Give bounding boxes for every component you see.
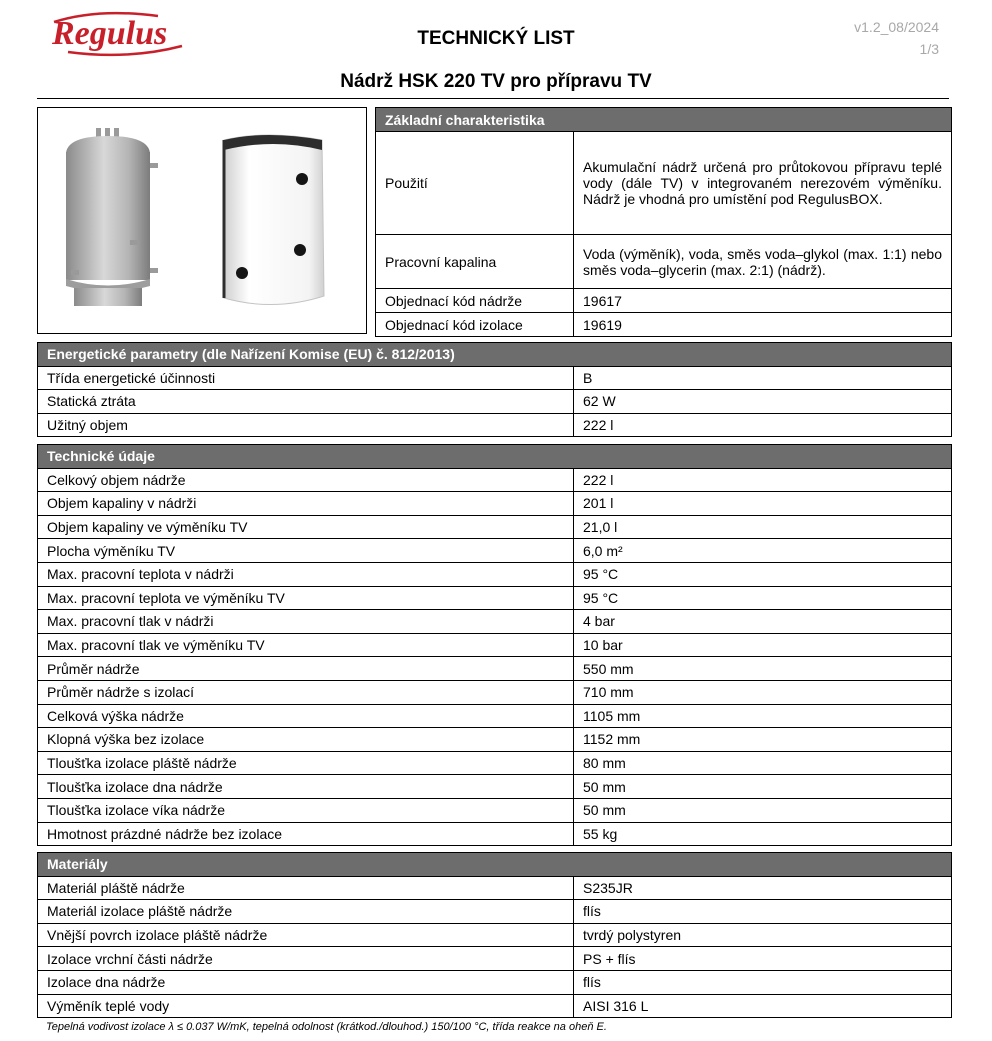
table-row: [38, 947, 952, 971]
row-label: Objednací kód izolace: [376, 313, 574, 337]
energy-heading: Energetické parametry (dle Nařízení Komise (EU) č. 812/2013): [38, 343, 952, 367]
table-row: [38, 680, 952, 704]
row-value: 95 °C: [574, 586, 952, 610]
row-value: 62 W: [574, 390, 952, 414]
table-row: [38, 751, 952, 775]
row-label: Klopná výška bez izolace: [38, 728, 574, 752]
product-photos: [37, 107, 367, 334]
table-row: [38, 413, 952, 437]
row-label: Tloušťka izolace pláště nádrže: [38, 751, 574, 775]
row-value: 6,0 m²: [574, 539, 952, 563]
row-label: Objednací kód nádrže: [376, 289, 574, 313]
row-label: Celkový objem nádrže: [38, 468, 574, 492]
table-row: [38, 515, 952, 539]
row-label: Tloušťka izolace víka nádrže: [38, 798, 574, 822]
table-row: [38, 492, 952, 516]
table-row: [38, 586, 952, 610]
row-value: flís: [574, 900, 952, 924]
row-label: Výměník teplé vody: [38, 994, 574, 1018]
row-label: Vnější povrch izolace pláště nádrže: [38, 923, 574, 947]
row-value: 50 mm: [574, 775, 952, 799]
energy-table: [37, 342, 952, 437]
row-label: Max. pracovní tlak v nádrži: [38, 610, 574, 634]
row-value: 50 mm: [574, 798, 952, 822]
table-row: [38, 994, 952, 1018]
row-label: Objem kapaliny ve výměníku TV: [38, 515, 574, 539]
version-number: v1.2_08/2024: [854, 19, 939, 35]
row-value: 10 bar: [574, 633, 952, 657]
table-row: [376, 132, 952, 235]
row-label: Materiál izolace pláště nádrže: [38, 900, 574, 924]
row-value: 1152 mm: [574, 728, 952, 752]
row-value: 4 bar: [574, 610, 952, 634]
row-value: Voda (výměník), voda, směs voda–glykol (max. 1:1) nebo směs voda–glycerin (max. 2:1) (nádrž).: [574, 235, 952, 289]
footnote: Tepelná vodivost izolace λ ≤ 0.037 W/mK, tepelná odolnost (krátkod./dlouhod.) 150/100 °C, třída reakce na oheň E.: [46, 1021, 607, 1033]
row-value: PS + flís: [574, 947, 952, 971]
row-label: Izolace vrchní části nádrže: [38, 947, 574, 971]
row-label: Celková výška nádrže: [38, 704, 574, 728]
row-label: Plocha výměníku TV: [38, 539, 574, 563]
row-label: Tloušťka izolace dna nádrže: [38, 775, 574, 799]
row-label: Hmotnost prázdné nádrže bez izolace: [38, 822, 574, 846]
row-value: 21,0 l: [574, 515, 952, 539]
materials-heading: Materiály: [38, 853, 952, 877]
row-label: Průměr nádrže: [38, 657, 574, 681]
tank-illustrations: [38, 108, 368, 335]
table-row: [38, 633, 952, 657]
insulated-tank-image: [224, 135, 324, 305]
table-row: [376, 235, 952, 289]
row-value: Akumulační nádrž určená pro průtokovou přípravu teplé vody (dále TV) v integrovaném nerezovém výměníku. Nádrž je vhodná pro umístění pod RegulusBOX.: [574, 132, 952, 235]
row-value: tvrdý polystyren: [574, 923, 952, 947]
row-value: S235JR: [574, 876, 952, 900]
technical-table: [37, 444, 952, 846]
table-row: [38, 728, 952, 752]
row-value: 19619: [574, 313, 952, 337]
table-row: [376, 313, 952, 337]
row-value: 222 l: [574, 413, 952, 437]
title-divider: [37, 98, 949, 99]
row-label: Izolace dna nádrže: [38, 970, 574, 994]
materials-table: [37, 852, 952, 1018]
table-row: [38, 775, 952, 799]
row-value: AISI 316 L: [574, 994, 952, 1018]
row-value: 550 mm: [574, 657, 952, 681]
table-row: [38, 610, 952, 634]
row-value: B: [574, 366, 952, 390]
row-value: 710 mm: [574, 680, 952, 704]
technical-heading: Technické údaje: [38, 445, 952, 469]
row-value: flís: [574, 970, 952, 994]
row-label: Max. pracovní teplota v nádrži: [38, 562, 574, 586]
row-label: Objem kapaliny v nádrži: [38, 492, 574, 516]
table-row: [38, 468, 952, 492]
table-row: [376, 289, 952, 313]
row-label: Použití: [376, 132, 574, 235]
characteristics-heading: Základní charakteristika: [376, 108, 952, 132]
row-label: Třída energetické účinnosti: [38, 366, 574, 390]
page-number: 1/3: [919, 41, 939, 57]
table-row: [38, 704, 952, 728]
table-row: [38, 822, 952, 846]
table-row: [38, 539, 952, 563]
table-row: [38, 366, 952, 390]
row-value: 19617: [574, 289, 952, 313]
row-value: 80 mm: [574, 751, 952, 775]
table-row: [38, 798, 952, 822]
row-label: Statická ztráta: [38, 390, 574, 414]
product-title: Nádrž HSK 220 TV pro přípravu TV: [340, 71, 652, 92]
row-label: Pracovní kapalina: [376, 235, 574, 289]
row-value: 201 l: [574, 492, 952, 516]
table-row: [38, 900, 952, 924]
table-row: [38, 657, 952, 681]
document-title: TECHNICKÝ LIST: [417, 28, 575, 49]
characteristics-table: [375, 107, 952, 337]
row-label: Materiál pláště nádrže: [38, 876, 574, 900]
row-value: 55 kg: [574, 822, 952, 846]
version-info: [854, 16, 939, 60]
row-value: 1105 mm: [574, 704, 952, 728]
logo-text: Regulus: [52, 15, 168, 52]
row-value: 222 l: [574, 468, 952, 492]
row-value: 95 °C: [574, 562, 952, 586]
table-row: [38, 876, 952, 900]
row-label: Užitný objem: [38, 413, 574, 437]
row-label: Max. pracovní teplota ve výměníku TV: [38, 586, 574, 610]
table-row: [38, 923, 952, 947]
table-row: [38, 390, 952, 414]
table-row: [38, 970, 952, 994]
row-label: Průměr nádrže s izolací: [38, 680, 574, 704]
table-row: [38, 562, 952, 586]
row-label: Max. pracovní tlak ve výměníku TV: [38, 633, 574, 657]
steel-tank-image: [66, 128, 158, 306]
